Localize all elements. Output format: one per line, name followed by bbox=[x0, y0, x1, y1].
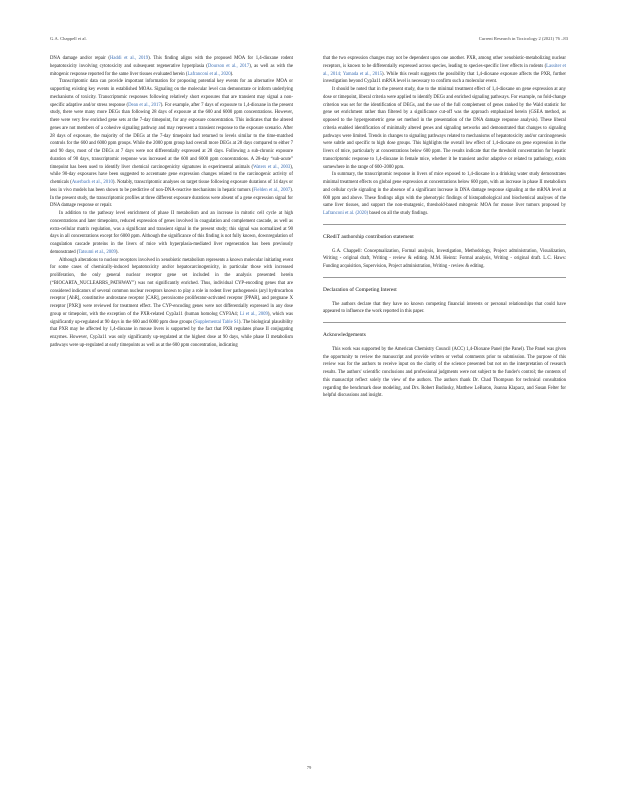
citation-link[interactable]: Dean et al., 2017 bbox=[128, 102, 161, 108]
text-run: In summary, the transcriptomic response in livers of mice exposed to 1,4-dioxane in a drinking water study demonstrates minimal treatment effects on global gene expression at concentrations below 600 ppm, with an increase in phase II metabolism and cellular cycle signaling in the absence of a significant increase in DNA damage response signaling at the mRNA level at 600 ppm and above. These findings align with the phenotypic findings of histopathological and biochemical analyses of the same liver tissues, and support the non-mutagenic, threshold-based mitogenic MOA for mouse liver tumors proposed by bbox=[323, 172, 566, 209]
text-run: ), as well as with the mitogenic response reported for the same liver tissues evaluated herein ( bbox=[50, 63, 293, 77]
text-run: ). bbox=[230, 71, 234, 77]
text-run: DNA damage and/or repair ( bbox=[50, 56, 110, 61]
text-run: ). This finding aligns with the proposed MOA for 1,4-dioxane rodent hepatotoxicity involving cytotoxicity and subsequent regenerative hyperplasia ( bbox=[50, 56, 293, 69]
header-journal: Current Research in Toxicology 2 (2021) 76 –83 bbox=[478, 36, 568, 41]
text-run: ). bbox=[115, 249, 119, 255]
paragraph bbox=[50, 55, 293, 78]
section-divider bbox=[323, 277, 566, 278]
paragraph bbox=[50, 257, 293, 350]
right-column bbox=[323, 55, 566, 400]
text-run: that the two expression changes may not be dependent upon one another. PXR, among other xenobiotic-metabolizing nuclear receptors, is known to be differentially expressed across species, leading to species-specific liver effects in rodents ( bbox=[323, 56, 566, 69]
text-run: ). In the present study, the transcriptomic profiles at three different exposure durations were absent of a gene expression signal for DNA damage response or repair. bbox=[50, 187, 293, 209]
text-run: Transcriptomic data can provide important information for proposing potential key events for an alternative MOA or supporting existing key events in established MOAs. Signaling on the molecular level can demonstrate or inform underlying mechanisms of toxicity. Transcriptomic responses following relatively short exposures that are transient may signal a non-specific adaptive and/or stress response ( bbox=[50, 79, 293, 108]
citation-link[interactable]: Lassiter et al., 2014; Yamada et al., 2015 bbox=[323, 63, 566, 77]
citation-link[interactable]: Lafranconi et al., 2020 bbox=[187, 71, 231, 77]
header-authors: G.A. Chappell et al. bbox=[50, 36, 87, 41]
credit-statement: G.A. Chappell: Conceptualization, Formal analysis, Investigation, Methodology, Project administration, Visualization, Writing - original draft, Writing - review & editing. M.M. Heintz: Formal analysis, Writing - original draft. L.C. Haws: Funding acquisition, Supervision, Project administration, Writing - review & editing. bbox=[323, 248, 566, 269]
citation-link[interactable]: Auerbach et al., 2010 bbox=[71, 180, 113, 185]
section-divider bbox=[323, 224, 566, 225]
citation-link[interactable]: Supplemental Table S1 bbox=[194, 319, 239, 325]
text-run: ). While this result suggests the possibility that 1,4-dioxane exposure affects the PXR, further investigation beyond Cyp3a11 mRNA level is necessary to confirm such a molecular event. bbox=[323, 71, 567, 85]
text-run: ), while 90-day exposures have been suggested to accentuate gene expression changes related to the carcinogenic activity of chemicals ( bbox=[50, 164, 293, 185]
credit-heading: CRediT authorship contribution statement bbox=[323, 233, 414, 240]
section-divider bbox=[323, 322, 566, 323]
left-column bbox=[50, 55, 293, 350]
page-number: 79 bbox=[306, 765, 312, 770]
text-run: ). Notably, transcriptomic analyses on target tissue following exposure durations of 14 days or less in vivo models has been shown to be predictive of non-DNA-reactive mechanisms in hepatic tumors ( bbox=[50, 180, 293, 193]
competing-interest-heading: Declaration of Competing Interest bbox=[323, 286, 397, 293]
running-header bbox=[50, 36, 568, 48]
paragraph bbox=[50, 78, 293, 210]
citation-link[interactable]: Lafranconi et al. (2020) bbox=[323, 211, 369, 216]
citation-link[interactable]: Tatsumi et al., 2009 bbox=[78, 249, 116, 255]
text-run: ). For example, after 7 days of exposure to 1,4-dioxane in the present study, there were many more DEGs than following 28 days of exposure at the 600 and 6000 ppm concentrations. However, there were very few enriched gene sets at the 7-day timepoint, for any exposure concentration. This indicates that the altered genes are not members of a cohesive signaling pathway and may represent a transient response to the exposure scenario. After 28 days of exposure, the majority of the DEGs at the 7-day timepoint had returned to levels similar to the time-matched controls for the 600 and 6000 ppm groups. While the 2000 ppm group had overall more DEGs at 28 days compared to either 7 and 90 days, most of the DEGs at 7 days were not differentially expressed at 28 days. Following a sub-chronic exposure duration of 90 days, transcriptomic response was increased at the 600 and 6000 ppm concentrations. A 28-day “sub-acute” timepoint has been used to identify liver chemical carcinogenicity signatures in experimental animals ( bbox=[50, 102, 293, 170]
text-run: ), which was significantly up-regulated at 90 days in the 600 and 6000 ppm dose groups ( bbox=[50, 311, 294, 325]
paragraph bbox=[323, 86, 566, 171]
citation-link[interactable]: Li et al., 2009 bbox=[239, 311, 268, 317]
paragraph bbox=[323, 171, 566, 218]
text-run: based on all the study findings. bbox=[368, 211, 429, 216]
citation-link[interactable]: Dourson et al., 2017 bbox=[207, 63, 250, 69]
competing-interest-statement: The authors declare that they have no known competing financial interests or personal relationships that could have appeared to influence the work reported in this paper. bbox=[323, 301, 566, 315]
text-run: Although alterations to nuclear receptors involved in xenobiotic metabolism represents a known molecular initiating event for some cases of chemically-induced hepatotoxicity and/or hepatocarcinogenicity, in particular those with increased proliferation, the only general nuclear receptor gene set included in the analysis presented herein (“BIOCARTA_NUCLEARRS_PATHWAY”) was not significantly enriched. Thus, individual CYP-encoding genes that are considered indicators of several common nuclear receptors known to play a role in rodent liver pathogenesis (aryl hydrocarbon receptor [AhR], constitutive androstane receptor [CAR], peroxisome proliferator-activated receptor [PPAR], and pregnane X receptor [PXR]) were reviewed for treatment effect. The CYP-encoding genes were not differentially expressed in any dose group or timepoint, with the exception of the PXR-related Cyp3a11 (human homolog CYP3A4; bbox=[50, 257, 293, 317]
acknowledgements-text: This work was supported by the American Chemistry Council (ACC) 1,4-Dioxane Panel (the Panel). The Panel was given the opportunity to review the manuscript and provide written or verbal comments prior to submission. The purpose of this review was for the authors to receive input on the clarity of the science presented but not on the interpretation of research results. The authors' scientific conclusions and professional judgments were not subject to the funder's control; the contents of this manuscript reflect solely the view of the authors. The authors thank Dr. Chad Thompson for technical consultation regarding the benchmark dose modeling, and Drs. Robert Budinsky, Matthew LeBaron, Joanna Klapacz, and Susan Felter for helpful discussions and insight. bbox=[323, 346, 566, 399]
citation-link[interactable]: Haddi et al., 2019 bbox=[109, 56, 149, 61]
text-run: ). The biological plausibility that PXR may be affected by 1,4-dioxane in mouse livers is supported by the fact that PXR regulates phase II conjugating enzymes. However, Cyp3a11 was only significantly up-regulated at the highest dose at 90 days, while phase II metabolism pathways were up-regulated at early timepoints as well as at the 600 ppm concentration, indicating bbox=[50, 319, 293, 348]
text-run: It should be noted that in the present study, due to the minimal treatment effect of 1,4-dioxane on gene expression at any dose or timepoint, liberal criteria were applied to identify DEGs and enriched signaling pathways. For example, no fold-change criterion was set for the identification of DEGs, and the use of the full complement of genes ranked by the Wald statistic for gene set enrichment rather than filtered by a significance cut-off was the approach emphasized herein (GSEA method, as opposed to the hypergeometric gene set method in the presentation of the DNA damage response analysis). These liberal criteria enabled identification of minimally altered genes and signaling networks and demonstrated that changes to signaling pathways were limited. Trends in changes to signaling pathways related to mechanisms of hepatotoxicity and/or carcinogenesis were subtle and specific to high dose groups. This highlights the overall low effect of 1,4-dioxane on gene expression in the livers of mice, particularly at concentrations below 600 ppm. The results indicate that the threshold concentration for hepatic transcriptomic response to 1,4-dioxane in female mice, whether it be transient and/or adaptive or related to pathology, exists somewhere in the range of 600–2000 ppm. bbox=[323, 87, 566, 170]
paragraph bbox=[323, 55, 566, 86]
citation-link[interactable]: Fielden et al., 2007 bbox=[253, 187, 291, 193]
acknowledgements-heading: Acknowledgements bbox=[323, 332, 366, 338]
paragraph bbox=[50, 210, 293, 257]
citation-link[interactable]: Waters et al., 2003 bbox=[253, 164, 291, 170]
text-run: In addition to the pathway level enrichment of phase II metabolism and an increase in mitotic cell cycle at high concentrations and later timepoints, reduced expression of genes involved in coagulation and complement cascade, as well as extra-cellular matrix regulation, was a significant and transient signal in the present study; this signal was normalized at 90 days in all concentrations except for 6000 ppm. Although the significance of this finding is not fully known, downregulation of coagulation cascade proteins in the livers of mice with hyperplasia-mediated liver regeneration has been previously demonstrated ( bbox=[50, 211, 293, 255]
